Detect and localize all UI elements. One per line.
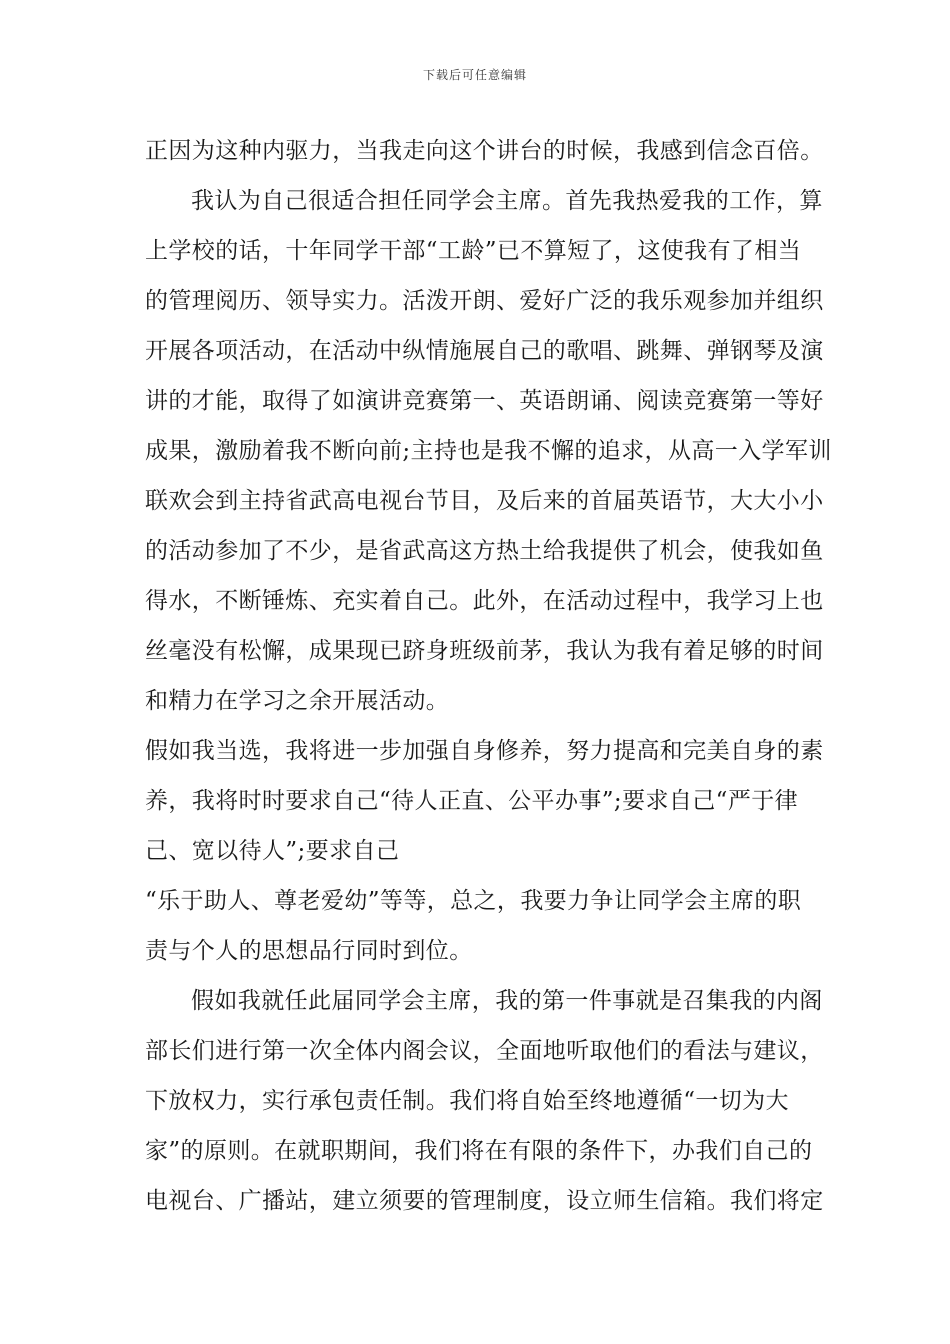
text-line: 我认为自己很适合担任同学会主席。首先我热爱我的工作，算 (191, 188, 823, 214)
text-line: 得水，不断锤炼、充实着自己。此外，在活动过程中，我学习上也 (145, 588, 824, 614)
text-line: 正因为这种内驱力，当我走向这个讲台的时候，我感到信念百倍。 (145, 138, 824, 164)
text-line: 养，我将时时要求自己“待人正直、公平办事”;要求自己“严于律 (145, 788, 799, 814)
text-line: 的活动参加了不少，是省武高这方热土给我提供了机会，使我如鱼 (145, 538, 824, 564)
text-line: 电视台、广播站，建立须要的管理制度，设立师生信箱。我们将定 (145, 1188, 824, 1214)
text-line: 的管理阅历、领导实力。活泼开朗、爱好广泛的我乐观参加并组织 (145, 288, 824, 314)
text-line: 下放权力，实行承包责任制。我们将自始至终地遵循“一切为大 (145, 1088, 789, 1114)
text-line: 联欢会到主持省武高电视台节目，及后来的首届英语节，大大小小 (145, 488, 824, 514)
document-body (145, 126, 832, 1226)
text-line: 和精力在学习之余开展活动。 (145, 688, 450, 714)
text-line: 成果，激励着我不断向前;主持也是我不懈的追求，从高一入学军训 (145, 438, 832, 464)
text-line: 假如我就任此届同学会主席，我的第一件事就是召集我的内阁 (191, 988, 823, 1014)
text-line: 责与个人的思想品行同时到位。 (145, 938, 473, 964)
text-line: 己、宽以待人”;要求自己 (145, 838, 400, 864)
text-line: “乐于助人、尊老爱幼”等等，总之，我要力争让同学会主席的职 (145, 888, 802, 914)
text-line: 假如我当选，我将进一步加强自身修养，努力提高和完美自身的素 (145, 738, 824, 764)
text-line: 上学校的话，十年同学干部“工龄”已不算短了，这使我有了相当 (145, 238, 802, 264)
page-header: 下载后可任意编辑 (422, 68, 527, 82)
text-line: 开展各项活动，在活动中纵情施展自己的歌唱、跳舞、弹钢琴及演 (145, 338, 824, 364)
text-line: 家”的原则。在就职期间，我们将在有限的条件下，办我们自己的 (145, 1138, 813, 1164)
text-line: 部长们进行第一次全体内阁会议，全面地听取他们的看法与建议， (145, 1038, 824, 1064)
text-line: 讲的才能，取得了如演讲竞赛第一、英语朗诵、阅读竞赛第一等好 (145, 388, 824, 414)
text-line: 丝毫没有松懈，成果现已跻身班级前茅，我认为我有着足够的时间 (145, 638, 824, 664)
